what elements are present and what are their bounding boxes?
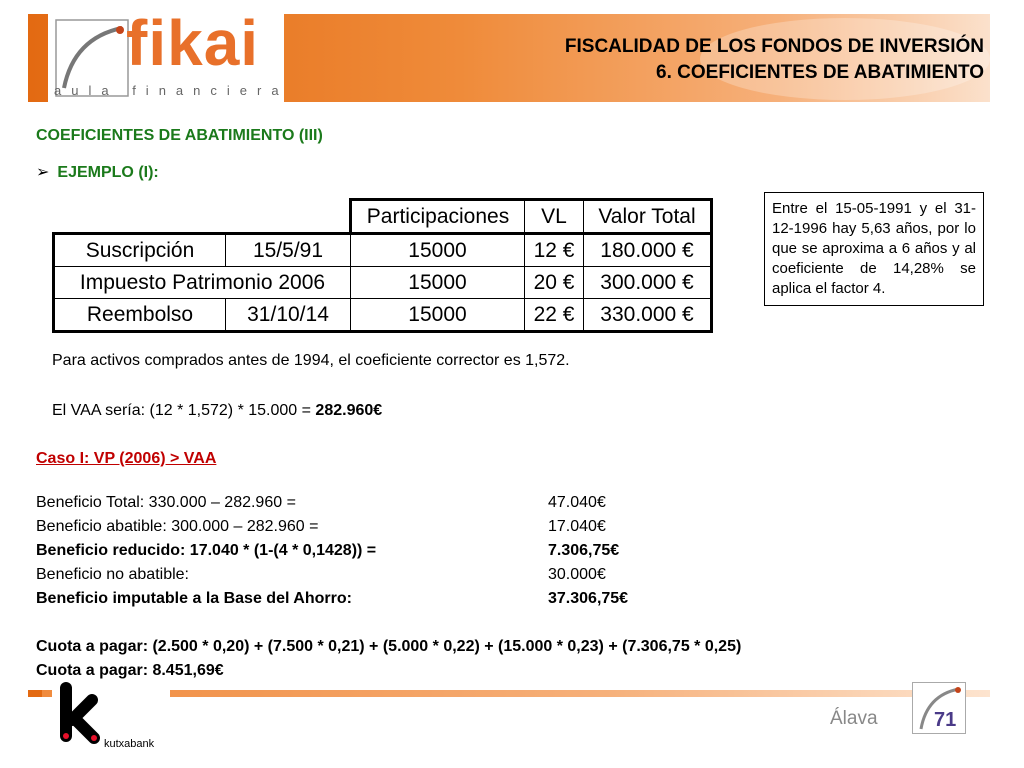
row-participations: 15000 [351, 299, 525, 332]
calc-label: Beneficio imputable a la Base del Ahorro: [36, 590, 352, 607]
calc-row [36, 590, 352, 608]
table-header-row [54, 200, 712, 234]
calc-row [36, 566, 189, 584]
vaa-value: 282.960€ [315, 402, 383, 419]
row-participations: 15000 [351, 267, 525, 299]
kutxabank-k-icon [58, 680, 104, 746]
calc-label: Beneficio no abatible: [36, 566, 189, 583]
example-table [52, 198, 713, 333]
row-total: 330.000 € [584, 299, 712, 332]
header-oval-decoration [700, 18, 990, 100]
calc-label: Beneficio reducido: 17.040 * (1-(4 * 0,1428)) = [36, 542, 377, 559]
header-vl: VL [525, 200, 584, 234]
page-subtitle: 6. COEFICIENTES DE ABATIMIENTO [656, 62, 984, 83]
calc-row [36, 542, 376, 560]
paragraph-coefficient: Para activos comprados antes de 1994, el coeficiente corrector es 1,572. [52, 352, 570, 369]
note-box: Entre el 15-05-1991 y el 31-12-1996 hay 5,63 años, por lo que se aproxima a 6 años y al coeficiente de 14,28% se aplica el factor 4. [764, 192, 984, 306]
calc-row [36, 518, 318, 536]
header-participaciones: Participaciones [351, 200, 525, 234]
row-date: 15/5/91 [226, 234, 351, 267]
calc-value: 30.000€ [548, 566, 606, 583]
row-date: 31/10/14 [226, 299, 351, 332]
logo-text: fikai [126, 7, 260, 79]
section-title: COEFICIENTES DE ABATIMIENTO (III) [36, 127, 323, 144]
page-number: 71 [934, 709, 957, 731]
row-vl: 12 € [525, 234, 584, 267]
footer-region: Álava [830, 708, 878, 729]
row-vl: 20 € [525, 267, 584, 299]
calc-value: 7.306,75€ [548, 542, 620, 559]
row-concept: Suscripción [54, 234, 226, 267]
calc-value: 47.040€ [548, 494, 606, 511]
footer-bar [28, 690, 990, 697]
calc-value: 17.040€ [548, 518, 606, 535]
row-total: 300.000 € [584, 267, 712, 299]
page-title: FISCALIDAD DE LOS FONDOS DE INVERSIÓN [564, 36, 984, 57]
cuota-result: Cuota a pagar: 8.451,69€ [36, 662, 224, 679]
row-participations: 15000 [351, 234, 525, 267]
table-row [54, 267, 712, 299]
caso-title: Caso I: VP (2006) > VAA [36, 450, 217, 467]
calc-label: Beneficio abatible: 300.000 – 282.960 = [36, 518, 319, 535]
calc-label: Beneficio Total: 330.000 – 282.960 = [36, 494, 296, 511]
row-concept: Reembolso [54, 299, 226, 332]
calc-value: 37.306,75€ [548, 590, 629, 607]
header-valor-total: Valor Total [584, 200, 712, 234]
row-vl: 22 € [525, 299, 584, 332]
bullet-heading-label: EJEMPLO (I): [57, 164, 159, 181]
cuota-formula: Cuota a pagar: (2.500 * 0,20) + (7.500 * 0,21) + (5.000 * 0,22) + (15.000 * 0,23) + (7.306,75 * 0,25) [36, 638, 742, 655]
paragraph-vaa [52, 402, 382, 420]
calc-row [36, 494, 296, 512]
bullet-heading [36, 162, 159, 182]
footer-bar-accent [28, 690, 42, 697]
table-row [54, 299, 712, 332]
row-concept: Impuesto Patrimonio 2006 [54, 267, 351, 299]
logo-subtitle: aula financiera [54, 83, 289, 98]
vaa-formula: El VAA sería: (12 * 1,572) * 15.000 = [52, 402, 316, 419]
row-total: 180.000 € [584, 234, 712, 267]
table-row [54, 234, 712, 267]
kutxabank-brand: kutxabank [104, 738, 155, 750]
arrow-bullet-icon: ➢ [36, 164, 50, 181]
